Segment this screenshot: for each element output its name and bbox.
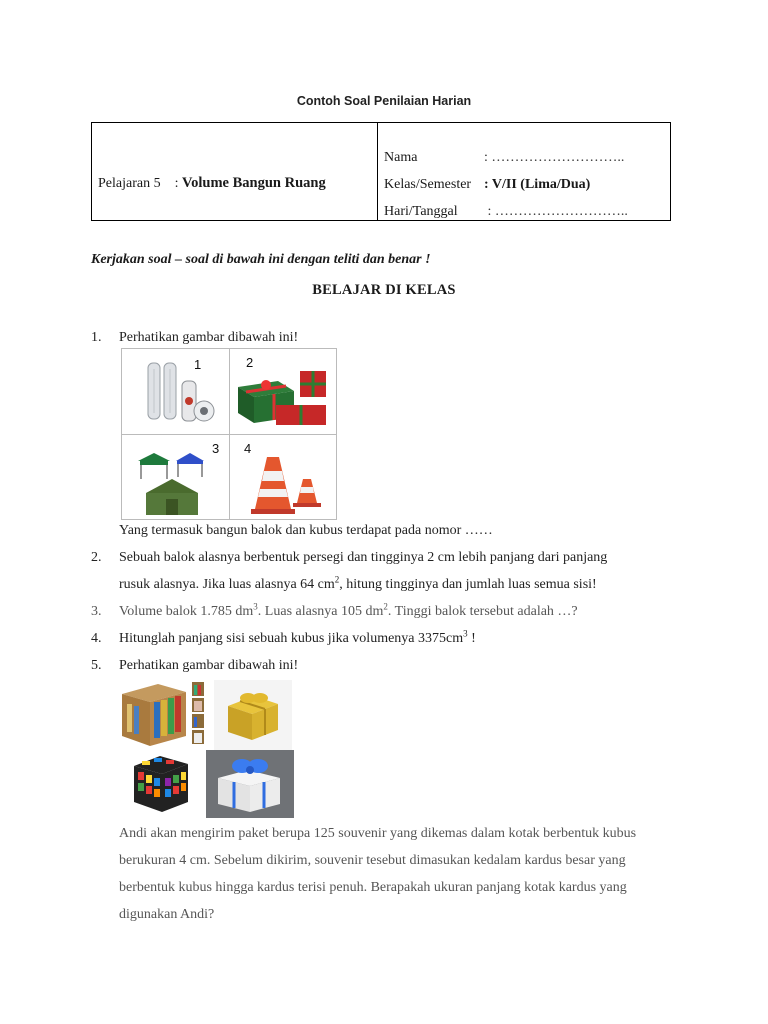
q5-story-line1: Andi akan mengirim paket berupa 125 souvenir yang dikemas dalam kotak berbentuk kubus <box>119 826 637 841</box>
q1-number: 1. <box>91 330 102 345</box>
q5-photo-grid <box>118 680 294 818</box>
rubik-cube-image <box>130 752 192 816</box>
q2-line2-sup: 2 <box>334 574 340 585</box>
class-value: : V/II (Lima/Dua) <box>484 177 591 192</box>
q1-text: Perhatikan gambar dibawah ini! <box>119 330 299 345</box>
book-strip-image <box>191 682 205 748</box>
figure-label-2: 2 <box>246 355 254 370</box>
header-divider <box>377 123 378 220</box>
q3-text <box>119 601 578 620</box>
white-gift-image <box>206 750 294 818</box>
q1-figure-grid <box>121 348 337 520</box>
q2-line2 <box>119 574 597 593</box>
speakers-image <box>144 359 224 427</box>
q4-part-b: ! <box>467 631 476 646</box>
document-title: Contoh Soal Penilaian Harian <box>296 94 472 108</box>
q4-sup: 3 <box>463 628 468 639</box>
date-value: : ……………………….. <box>484 204 628 219</box>
q4-part-a: Hitunglah panjang sisi sebuah kubus jika volumenya 3375cm <box>119 631 464 646</box>
q3-number: 3. <box>91 604 102 619</box>
lesson-prefix: Pelajaran 5 : <box>98 176 182 191</box>
name-row <box>384 150 624 166</box>
q3-part-a: Volume balok 1.785 dm <box>119 604 254 619</box>
q3-sup-2: 2 <box>383 601 388 612</box>
name-label: Nama <box>384 150 418 165</box>
q3-part-b: . Luas alasnya 105 dm <box>257 604 384 619</box>
header-table <box>91 122 671 221</box>
figure-label-4: 4 <box>244 441 252 456</box>
name-value: : ……………………….. <box>484 150 625 165</box>
q5-story-line4: digunakan Andi? <box>119 907 215 922</box>
lesson-cell <box>98 175 326 192</box>
q3-sup-1: 3 <box>253 601 258 612</box>
figure-label-1: 1 <box>194 357 202 372</box>
class-label: Kelas/Semester <box>384 177 472 192</box>
q3-part-c: . Tinggi balok tersebut adalah …? <box>387 604 578 619</box>
tents-image <box>132 449 222 517</box>
q4-number: 4. <box>91 631 102 646</box>
bookshelf-cube-image <box>118 680 190 750</box>
date-label: Hari/Tanggal <box>384 204 458 219</box>
grid-divider-h <box>122 434 336 435</box>
q5-number: 5. <box>91 658 102 673</box>
gold-gift-image <box>214 680 292 750</box>
class-row <box>384 177 590 193</box>
instruction-text: Kerjakan soal – soal di bawah ini dengan teliti dan benar ! <box>91 252 431 267</box>
q2-line2-a: rusuk alasnya. Jika luas alasnya 64 cm <box>119 577 335 592</box>
q5-story-line3: berbentuk kubus hingga kardus terisi penuh. Berapakah ukuran panjang kotak kardus yang <box>119 880 627 895</box>
figure-label-3: 3 <box>212 441 220 456</box>
section-title: BELAJAR DI KELAS <box>312 282 456 298</box>
date-row <box>384 204 628 220</box>
q4-text <box>119 628 476 647</box>
q2-number: 2. <box>91 550 102 565</box>
q5-story-line2: berukuran 4 cm. Sebelum dikirim, souvenir tesebut dimasukan kedalam kardus besar yang <box>119 853 626 868</box>
q2-line1: Sebuah balok alasnya berbentuk persegi dan tingginya 2 cm lebih panjang dari panjang <box>119 550 608 565</box>
q1-followup: Yang termasuk bangun balok dan kubus terdapat pada nomor …… <box>119 523 493 538</box>
traffic-cones-image <box>247 449 327 517</box>
q5-text: Perhatikan gambar dibawah ini! <box>119 658 299 673</box>
gift-boxes-image <box>234 365 334 431</box>
q2-line2-b: , hitung tingginya dan jumlah luas semua sisi! <box>339 577 597 592</box>
lesson-subject: Volume Bangun Ruang <box>181 175 326 191</box>
